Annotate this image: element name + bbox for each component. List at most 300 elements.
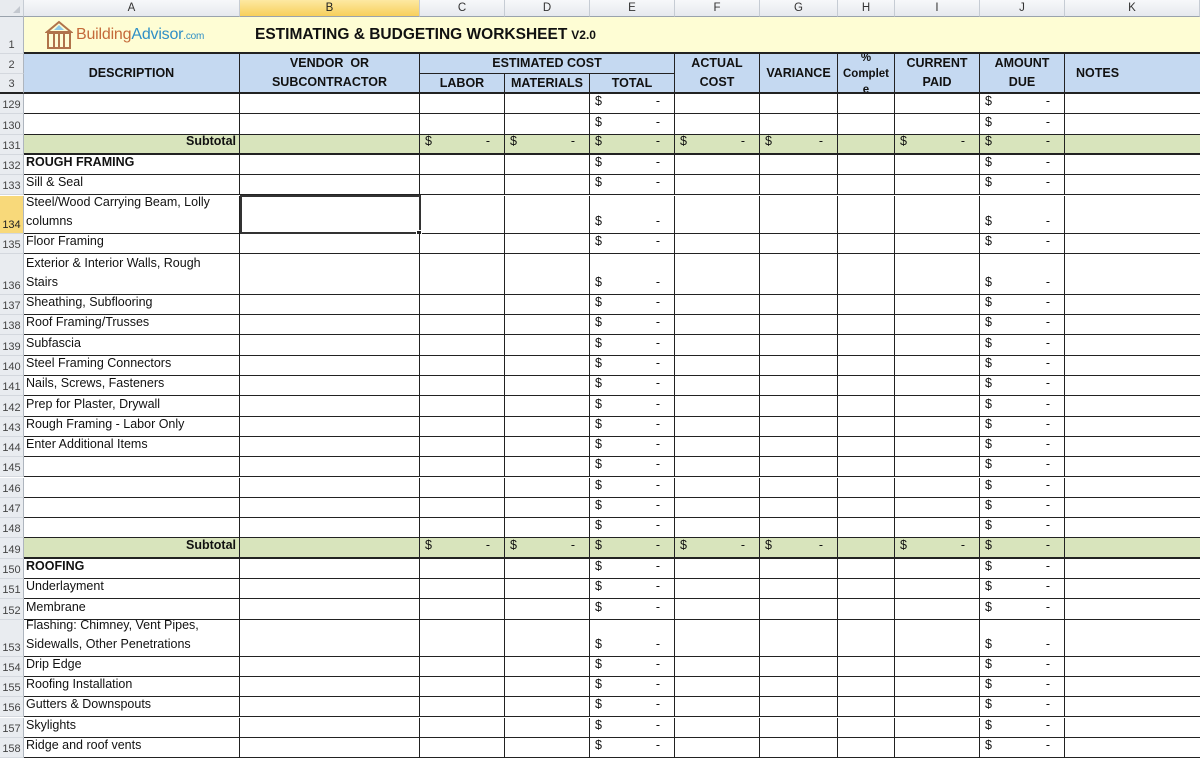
labor-cell[interactable] (420, 697, 505, 717)
materials-cell[interactable] (505, 234, 590, 254)
subtotal-label-cell[interactable] (24, 135, 240, 155)
current-paid-cell[interactable] (895, 538, 980, 558)
vendor-cell[interactable] (240, 718, 420, 738)
variance-cell[interactable] (760, 718, 838, 738)
labor-cell[interactable] (420, 295, 505, 315)
current-paid-cell[interactable] (895, 234, 980, 254)
row-header-149[interactable] (0, 538, 24, 558)
current-paid-cell[interactable] (895, 175, 980, 195)
materials-cell[interactable] (505, 417, 590, 437)
vendor-cell[interactable] (240, 335, 420, 355)
variance-cell[interactable] (760, 94, 838, 114)
notes-cell[interactable] (1065, 738, 1200, 758)
notes-cell[interactable] (1065, 478, 1200, 498)
labor-cell[interactable] (420, 396, 505, 416)
actual-cost-cell[interactable] (675, 498, 760, 518)
current-paid-cell[interactable] (895, 579, 980, 599)
notes-cell[interactable] (1065, 579, 1200, 599)
column-header-k[interactable]: K (1065, 0, 1200, 17)
description-cell[interactable] (24, 295, 240, 315)
current-paid-cell[interactable] (895, 335, 980, 355)
actual-cost-cell[interactable] (675, 234, 760, 254)
row-header-137[interactable] (0, 295, 24, 315)
description-cell[interactable] (24, 94, 240, 114)
total-cell[interactable] (590, 376, 675, 396)
percent-complete-cell[interactable] (838, 295, 895, 315)
materials-cell[interactable] (505, 657, 590, 677)
labor-cell[interactable] (420, 620, 505, 657)
row-header-145[interactable] (0, 457, 24, 477)
variance-cell[interactable] (760, 457, 838, 477)
materials-cell[interactable] (505, 135, 590, 155)
amount-due-cell[interactable] (980, 599, 1065, 619)
materials-cell[interactable] (505, 599, 590, 619)
description-cell[interactable] (24, 254, 240, 295)
actual-cost-cell[interactable] (675, 135, 760, 155)
row-header-138[interactable] (0, 315, 24, 335)
labor-cell[interactable] (420, 579, 505, 599)
total-cell[interactable] (590, 114, 675, 134)
labor-cell[interactable] (420, 718, 505, 738)
total-cell[interactable] (590, 457, 675, 477)
current-paid-cell[interactable] (895, 498, 980, 518)
total-cell[interactable] (590, 538, 675, 558)
vendor-cell[interactable] (240, 175, 420, 195)
variance-cell[interactable] (760, 677, 838, 697)
description-cell[interactable] (24, 599, 240, 619)
labor-cell[interactable] (420, 114, 505, 134)
materials-cell[interactable] (505, 335, 590, 355)
current-paid-cell[interactable] (895, 738, 980, 758)
header-amount-due[interactable] (980, 54, 1065, 94)
total-cell[interactable] (590, 196, 675, 234)
total-cell[interactable] (590, 518, 675, 538)
total-cell[interactable] (590, 579, 675, 599)
header-current-paid[interactable] (895, 54, 980, 94)
variance-cell[interactable] (760, 196, 838, 234)
total-cell[interactable] (590, 94, 675, 114)
actual-cost-cell[interactable] (675, 315, 760, 335)
notes-cell[interactable] (1065, 457, 1200, 477)
vendor-cell[interactable] (240, 657, 420, 677)
description-cell[interactable] (24, 718, 240, 738)
current-paid-cell[interactable] (895, 356, 980, 376)
current-paid-cell[interactable] (895, 620, 980, 657)
materials-cell[interactable] (505, 457, 590, 477)
variance-cell[interactable] (760, 559, 838, 579)
description-cell[interactable] (24, 335, 240, 355)
row-header-129[interactable] (0, 94, 24, 114)
row-header-155[interactable] (0, 677, 24, 697)
notes-cell[interactable] (1065, 295, 1200, 315)
labor-cell[interactable] (420, 677, 505, 697)
variance-cell[interactable] (760, 538, 838, 558)
actual-cost-cell[interactable] (675, 196, 760, 234)
actual-cost-cell[interactable] (675, 457, 760, 477)
amount-due-cell[interactable] (980, 457, 1065, 477)
percent-complete-cell[interactable] (838, 417, 895, 437)
description-cell[interactable] (24, 478, 240, 498)
materials-cell[interactable] (505, 254, 590, 295)
total-cell[interactable] (590, 356, 675, 376)
column-header-j[interactable]: J (980, 0, 1065, 17)
actual-cost-cell[interactable] (675, 657, 760, 677)
current-paid-cell[interactable] (895, 657, 980, 677)
total-cell[interactable] (590, 396, 675, 416)
description-cell[interactable] (24, 518, 240, 538)
amount-due-cell[interactable] (980, 437, 1065, 457)
description-cell[interactable] (24, 657, 240, 677)
row-header-131[interactable] (0, 135, 24, 155)
row-header-150[interactable] (0, 559, 24, 579)
actual-cost-cell[interactable] (675, 417, 760, 437)
materials-cell[interactable] (505, 295, 590, 315)
row-header-146[interactable] (0, 478, 24, 498)
notes-cell[interactable] (1065, 356, 1200, 376)
labor-cell[interactable] (420, 417, 505, 437)
row-header-133[interactable] (0, 175, 24, 195)
vendor-cell[interactable] (240, 135, 420, 155)
row-header-151[interactable] (0, 579, 24, 599)
notes-cell[interactable] (1065, 315, 1200, 335)
labor-cell[interactable] (420, 234, 505, 254)
labor-cell[interactable] (420, 356, 505, 376)
labor-cell[interactable] (420, 135, 505, 155)
percent-complete-cell[interactable] (838, 315, 895, 335)
description-cell[interactable] (24, 457, 240, 477)
variance-cell[interactable] (760, 155, 838, 175)
notes-cell[interactable] (1065, 335, 1200, 355)
header-total[interactable] (590, 74, 675, 94)
header-estimated-cost[interactable] (420, 54, 675, 74)
materials-cell[interactable] (505, 718, 590, 738)
row-header-132[interactable] (0, 155, 24, 175)
actual-cost-cell[interactable] (675, 114, 760, 134)
vendor-cell[interactable] (240, 254, 420, 295)
select-all-corner[interactable] (0, 0, 24, 17)
labor-cell[interactable] (420, 335, 505, 355)
total-cell[interactable] (590, 478, 675, 498)
description-cell[interactable] (24, 315, 240, 335)
total-cell[interactable] (590, 254, 675, 295)
vendor-cell[interactable] (240, 738, 420, 758)
row-header-147[interactable] (0, 498, 24, 518)
variance-cell[interactable] (760, 437, 838, 457)
current-paid-cell[interactable] (895, 457, 980, 477)
current-paid-cell[interactable] (895, 697, 980, 717)
notes-cell[interactable] (1065, 677, 1200, 697)
amount-due-cell[interactable] (980, 315, 1065, 335)
total-cell[interactable] (590, 599, 675, 619)
vendor-cell[interactable] (240, 620, 420, 657)
amount-due-cell[interactable] (980, 478, 1065, 498)
notes-cell[interactable] (1065, 114, 1200, 134)
current-paid-cell[interactable] (895, 376, 980, 396)
materials-cell[interactable] (505, 315, 590, 335)
notes-cell[interactable] (1065, 538, 1200, 558)
total-cell[interactable] (590, 657, 675, 677)
current-paid-cell[interactable] (895, 315, 980, 335)
header-description[interactable] (24, 54, 240, 94)
current-paid-cell[interactable] (895, 478, 980, 498)
row-header-141[interactable] (0, 376, 24, 396)
actual-cost-cell[interactable] (675, 94, 760, 114)
notes-cell[interactable] (1065, 498, 1200, 518)
row-header-157[interactable] (0, 718, 24, 738)
total-cell[interactable] (590, 738, 675, 758)
amount-due-cell[interactable] (980, 498, 1065, 518)
variance-cell[interactable] (760, 498, 838, 518)
vendor-cell[interactable] (240, 538, 420, 558)
vendor-cell[interactable] (240, 498, 420, 518)
actual-cost-cell[interactable] (675, 335, 760, 355)
percent-complete-cell[interactable] (838, 718, 895, 738)
notes-cell[interactable] (1065, 620, 1200, 657)
labor-cell[interactable] (420, 518, 505, 538)
materials-cell[interactable] (505, 175, 590, 195)
variance-cell[interactable] (760, 315, 838, 335)
row-header-134[interactable] (0, 196, 24, 234)
variance-cell[interactable] (760, 175, 838, 195)
labor-cell[interactable] (420, 599, 505, 619)
row-header-2[interactable]: 2 (0, 54, 24, 74)
percent-complete-cell[interactable] (838, 518, 895, 538)
description-cell[interactable] (24, 738, 240, 758)
amount-due-cell[interactable] (980, 135, 1065, 155)
labor-cell[interactable] (420, 738, 505, 758)
actual-cost-cell[interactable] (675, 175, 760, 195)
total-cell[interactable] (590, 718, 675, 738)
amount-due-cell[interactable] (980, 114, 1065, 134)
current-paid-cell[interactable] (895, 295, 980, 315)
total-cell[interactable] (590, 677, 675, 697)
notes-cell[interactable] (1065, 599, 1200, 619)
description-cell[interactable] (24, 234, 240, 254)
labor-cell[interactable] (420, 657, 505, 677)
vendor-cell[interactable] (240, 376, 420, 396)
amount-due-cell[interactable] (980, 738, 1065, 758)
variance-cell[interactable] (760, 254, 838, 295)
total-cell[interactable] (590, 697, 675, 717)
row-header-144[interactable] (0, 437, 24, 457)
labor-cell[interactable] (420, 315, 505, 335)
row-header-1[interactable]: 1 (0, 17, 24, 54)
column-header-b[interactable]: B (240, 0, 420, 17)
actual-cost-cell[interactable] (675, 478, 760, 498)
description-cell[interactable] (24, 175, 240, 195)
variance-cell[interactable] (760, 518, 838, 538)
materials-cell[interactable] (505, 738, 590, 758)
current-paid-cell[interactable] (895, 599, 980, 619)
actual-cost-cell[interactable] (675, 718, 760, 738)
column-header-c[interactable]: C (420, 0, 505, 17)
materials-cell[interactable] (505, 196, 590, 234)
actual-cost-cell[interactable] (675, 155, 760, 175)
materials-cell[interactable] (505, 478, 590, 498)
labor-cell[interactable] (420, 538, 505, 558)
row-header-153[interactable] (0, 620, 24, 657)
variance-cell[interactable] (760, 396, 838, 416)
current-paid-cell[interactable] (895, 196, 980, 234)
total-cell[interactable] (590, 135, 675, 155)
percent-complete-cell[interactable] (838, 677, 895, 697)
materials-cell[interactable] (505, 376, 590, 396)
labor-cell[interactable] (420, 437, 505, 457)
notes-cell[interactable] (1065, 376, 1200, 396)
percent-complete-cell[interactable] (838, 356, 895, 376)
actual-cost-cell[interactable] (675, 697, 760, 717)
labor-cell[interactable] (420, 254, 505, 295)
percent-complete-cell[interactable] (838, 234, 895, 254)
row-header-156[interactable] (0, 697, 24, 717)
current-paid-cell[interactable] (895, 135, 980, 155)
percent-complete-cell[interactable] (838, 579, 895, 599)
column-header-f[interactable]: F (675, 0, 760, 17)
column-header-g[interactable]: G (760, 0, 838, 17)
row-header-148[interactable] (0, 518, 24, 538)
current-paid-cell[interactable] (895, 94, 980, 114)
notes-cell[interactable] (1065, 234, 1200, 254)
vendor-cell[interactable] (240, 697, 420, 717)
description-cell[interactable] (24, 417, 240, 437)
total-cell[interactable] (590, 295, 675, 315)
percent-complete-cell[interactable] (838, 196, 895, 234)
variance-cell[interactable] (760, 620, 838, 657)
row-header-152[interactable] (0, 599, 24, 619)
materials-cell[interactable] (505, 356, 590, 376)
amount-due-cell[interactable] (980, 356, 1065, 376)
percent-complete-cell[interactable] (838, 657, 895, 677)
variance-cell[interactable] (760, 234, 838, 254)
vendor-cell[interactable] (240, 478, 420, 498)
percent-complete-cell[interactable] (838, 396, 895, 416)
vendor-cell[interactable] (240, 356, 420, 376)
vendor-cell[interactable] (240, 677, 420, 697)
notes-cell[interactable] (1065, 437, 1200, 457)
description-cell[interactable] (24, 620, 240, 657)
notes-cell[interactable] (1065, 657, 1200, 677)
percent-complete-cell[interactable] (838, 620, 895, 657)
current-paid-cell[interactable] (895, 677, 980, 697)
amount-due-cell[interactable] (980, 155, 1065, 175)
variance-cell[interactable] (760, 417, 838, 437)
vendor-cell[interactable] (240, 599, 420, 619)
description-cell[interactable] (24, 437, 240, 457)
notes-cell[interactable] (1065, 135, 1200, 155)
total-cell[interactable] (590, 559, 675, 579)
current-paid-cell[interactable] (895, 518, 980, 538)
actual-cost-cell[interactable] (675, 396, 760, 416)
description-cell[interactable] (24, 697, 240, 717)
description-cell[interactable] (24, 356, 240, 376)
actual-cost-cell[interactable] (675, 559, 760, 579)
notes-cell[interactable] (1065, 718, 1200, 738)
description-cell[interactable] (24, 376, 240, 396)
materials-cell[interactable] (505, 538, 590, 558)
row-header-3[interactable]: 3 (0, 74, 24, 94)
labor-cell[interactable] (420, 155, 505, 175)
column-header-h[interactable]: H (838, 0, 895, 17)
vendor-cell[interactable] (240, 417, 420, 437)
amount-due-cell[interactable] (980, 697, 1065, 717)
actual-cost-cell[interactable] (675, 579, 760, 599)
percent-complete-cell[interactable] (838, 538, 895, 558)
actual-cost-cell[interactable] (675, 295, 760, 315)
vendor-cell[interactable] (240, 457, 420, 477)
materials-cell[interactable] (505, 620, 590, 657)
section-heading-cell[interactable] (24, 559, 240, 579)
actual-cost-cell[interactable] (675, 356, 760, 376)
variance-cell[interactable] (760, 376, 838, 396)
current-paid-cell[interactable] (895, 718, 980, 738)
notes-cell[interactable] (1065, 175, 1200, 195)
labor-cell[interactable] (420, 376, 505, 396)
header-percent-complete[interactable] (838, 54, 895, 94)
total-cell[interactable] (590, 175, 675, 195)
header-materials[interactable] (505, 74, 590, 94)
variance-cell[interactable] (760, 295, 838, 315)
vendor-cell[interactable] (240, 579, 420, 599)
amount-due-cell[interactable] (980, 538, 1065, 558)
notes-cell[interactable] (1065, 518, 1200, 538)
total-cell[interactable] (590, 155, 675, 175)
amount-due-cell[interactable] (980, 518, 1065, 538)
amount-due-cell[interactable] (980, 175, 1065, 195)
vendor-cell[interactable] (240, 315, 420, 335)
total-cell[interactable] (590, 437, 675, 457)
labor-cell[interactable] (420, 94, 505, 114)
header-labor[interactable] (420, 74, 505, 94)
labor-cell[interactable] (420, 457, 505, 477)
description-cell[interactable] (24, 677, 240, 697)
labor-cell[interactable] (420, 478, 505, 498)
active-cell-selection[interactable] (240, 195, 421, 234)
materials-cell[interactable] (505, 498, 590, 518)
percent-complete-cell[interactable] (838, 175, 895, 195)
header-vendor[interactable] (240, 54, 420, 94)
amount-due-cell[interactable] (980, 376, 1065, 396)
percent-complete-cell[interactable] (838, 437, 895, 457)
notes-cell[interactable] (1065, 94, 1200, 114)
total-cell[interactable] (590, 620, 675, 657)
vendor-cell[interactable] (240, 437, 420, 457)
labor-cell[interactable] (420, 175, 505, 195)
amount-due-cell[interactable] (980, 559, 1065, 579)
total-cell[interactable] (590, 234, 675, 254)
section-heading-cell[interactable] (24, 155, 240, 175)
current-paid-cell[interactable] (895, 559, 980, 579)
actual-cost-cell[interactable] (675, 620, 760, 657)
actual-cost-cell[interactable] (675, 599, 760, 619)
description-cell[interactable] (24, 196, 240, 234)
amount-due-cell[interactable] (980, 718, 1065, 738)
row-header-154[interactable] (0, 657, 24, 677)
total-cell[interactable] (590, 417, 675, 437)
total-cell[interactable] (590, 498, 675, 518)
labor-cell[interactable] (420, 559, 505, 579)
amount-due-cell[interactable] (980, 579, 1065, 599)
materials-cell[interactable] (505, 155, 590, 175)
column-header-a[interactable]: A (24, 0, 240, 17)
percent-complete-cell[interactable] (838, 376, 895, 396)
actual-cost-cell[interactable] (675, 538, 760, 558)
notes-cell[interactable] (1065, 697, 1200, 717)
row-header-139[interactable] (0, 335, 24, 355)
labor-cell[interactable] (420, 498, 505, 518)
row-header-143[interactable] (0, 417, 24, 437)
percent-complete-cell[interactable] (838, 254, 895, 295)
amount-due-cell[interactable] (980, 295, 1065, 315)
